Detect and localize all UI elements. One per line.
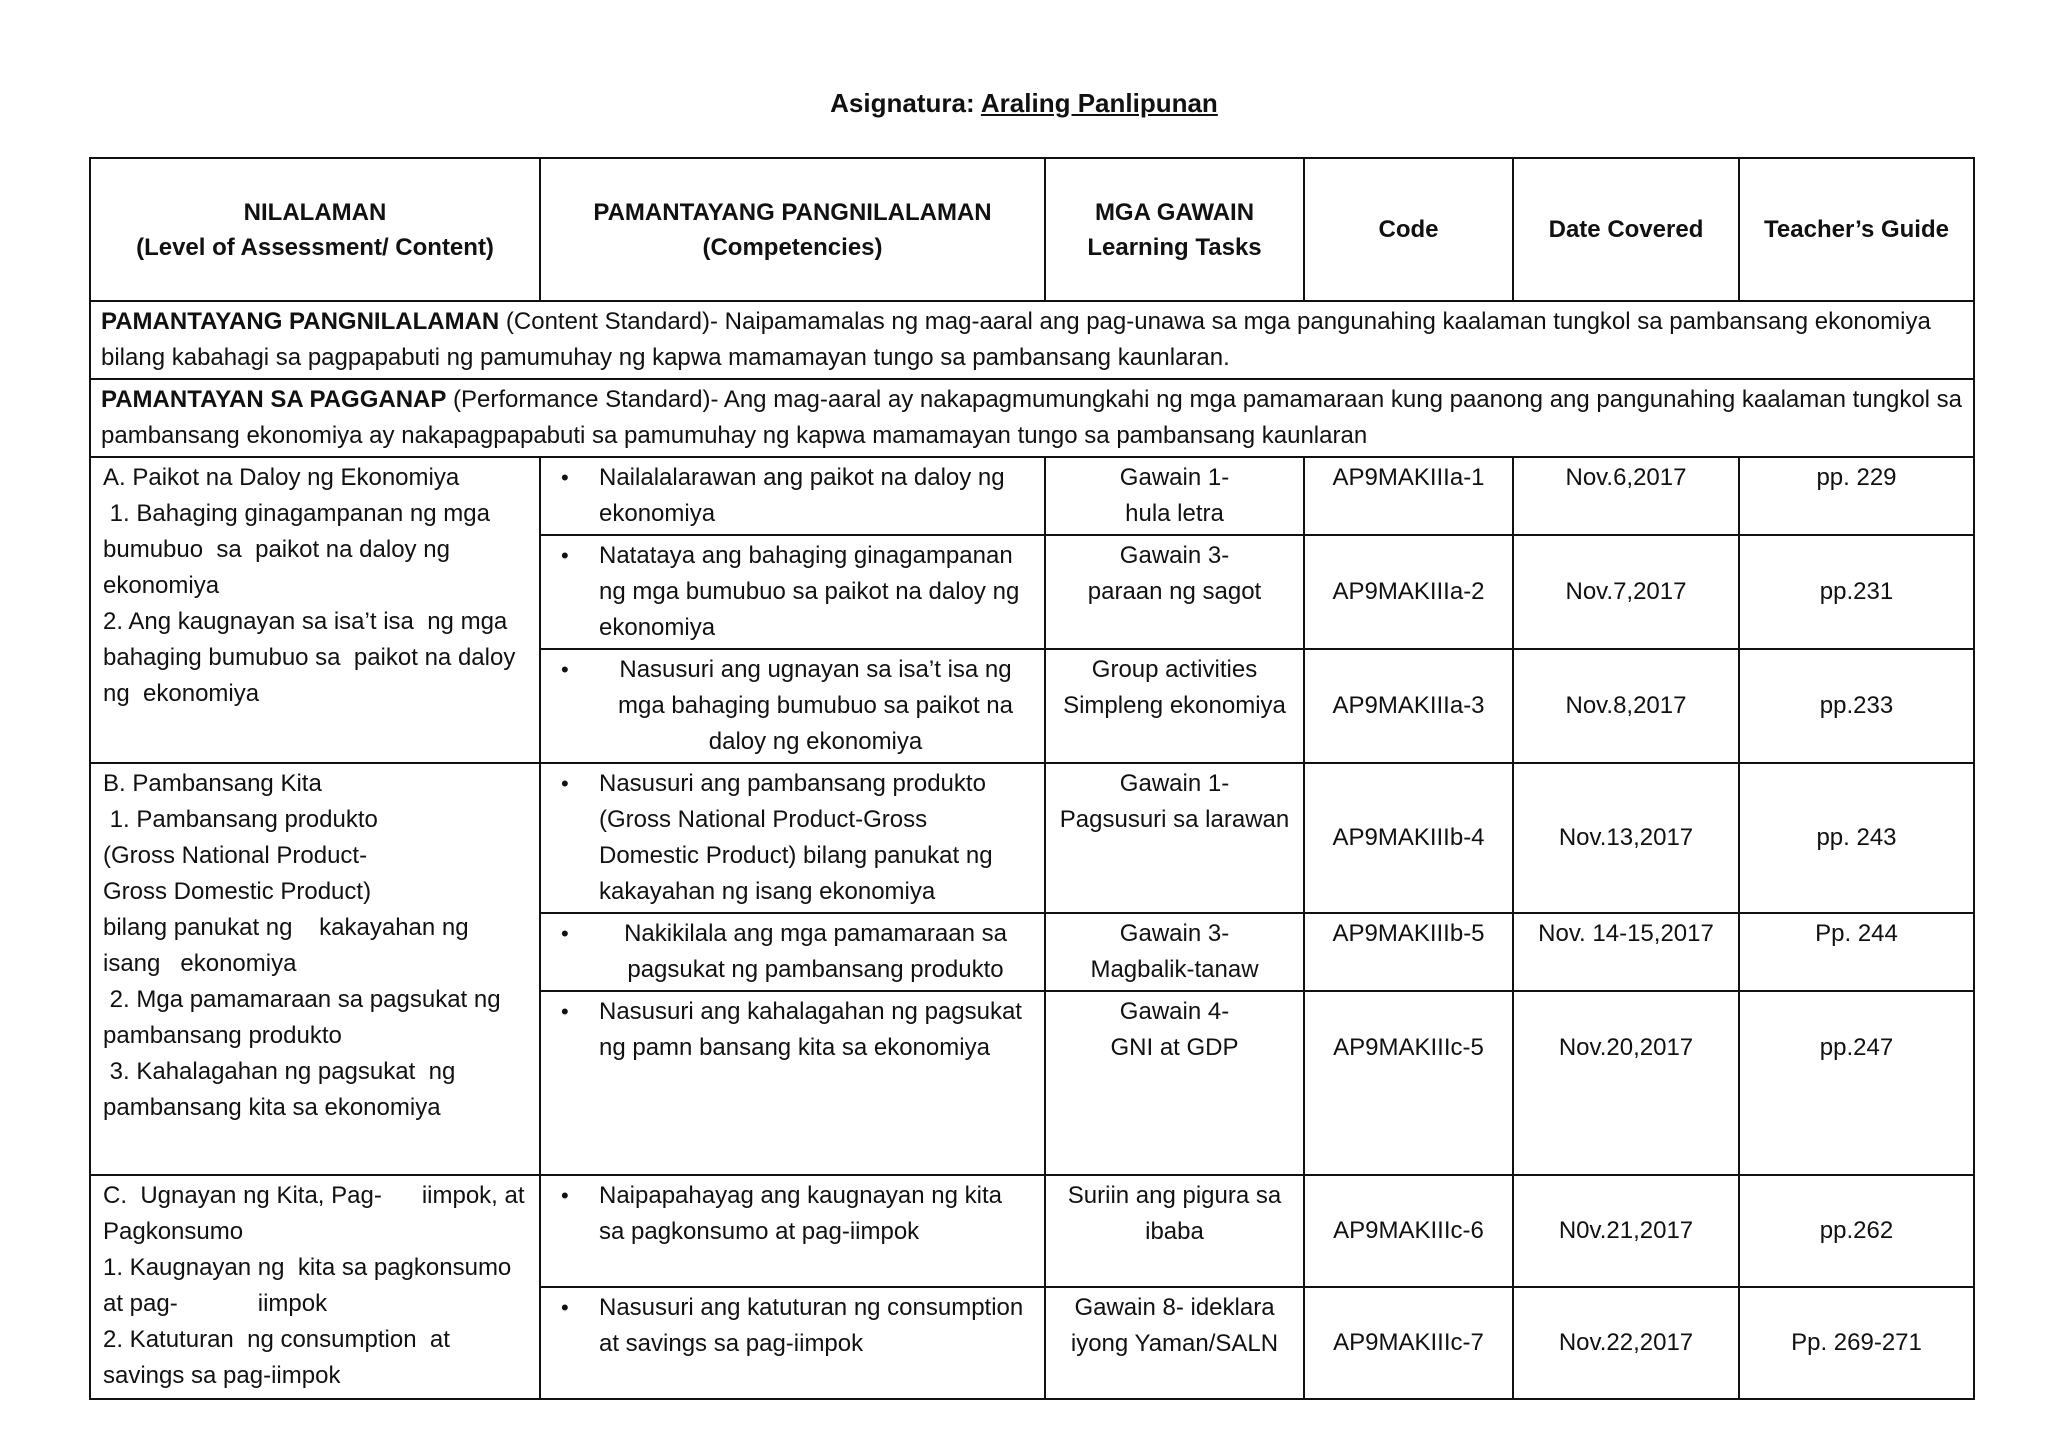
competency-cell: • Naipapahayag ang kaugnayan ng kita sa pagkonsumo at pag-iimpok xyxy=(540,1175,1045,1287)
table-row xyxy=(90,457,1974,535)
competency-cell: • Nasusuri ang kahalagahan ng pagsukat ng pamn bansang kita sa ekonomiya xyxy=(540,991,1045,1175)
code-cell: AP9MAKIIIc-5 xyxy=(1304,991,1513,1175)
competency-cell: • Natataya ang bahaging ginagampanan ng mga bumubuo sa paikot na daloy ng ekonomiya xyxy=(540,535,1045,649)
task-cell: Gawain 1- hula letra xyxy=(1045,457,1304,535)
title-separator: : xyxy=(965,88,975,118)
column-header-date-covered: Date Covered xyxy=(1513,158,1739,301)
guide-cell: pp.262 xyxy=(1739,1175,1974,1287)
task-cell: Gawain 4- GNI at GDP xyxy=(1045,991,1304,1175)
guide-cell: pp.247 xyxy=(1739,991,1974,1175)
guide-cell: pp. 243 xyxy=(1739,763,1974,913)
task-cell: Suriin ang pigura sa ibaba xyxy=(1045,1175,1304,1287)
competency-cell: • Nakikilala ang mga pamamaraan sa pagsukat ng pambansang produkto xyxy=(540,913,1045,991)
competency-cell: • Nailalalarawan ang paikot na daloy ng ekonomiya xyxy=(540,457,1045,535)
curriculum-table xyxy=(89,157,1975,1400)
code-cell: AP9MAKIIIb-4 xyxy=(1304,763,1513,913)
date-cell: Nov.22,2017 xyxy=(1513,1287,1739,1399)
guide-cell: Pp. 244 xyxy=(1739,913,1974,991)
guide-cell: Pp. 269-271 xyxy=(1739,1287,1974,1399)
code-cell: AP9MAKIIIa-3 xyxy=(1304,649,1513,763)
content-standard-row xyxy=(90,301,1974,379)
column-header-code: Code xyxy=(1304,158,1513,301)
section-a-content: A. Paikot na Daloy ng Ekonomiya 1. Bahaging ginagampanan ng mga bumubuo sa paikot na daloy ng ekonomiya 2. Ang kaugnayan sa isa’t isa ng mga bahaging bumubuo sa paikot na daloy ng ekonomiya xyxy=(90,457,540,763)
task-cell: Gawain 3- paraan ng sagot xyxy=(1045,535,1304,649)
bullet-icon: • xyxy=(561,657,569,682)
table-row xyxy=(90,763,1974,913)
bullet-icon: • xyxy=(561,999,569,1024)
code-cell: AP9MAKIIIc-7 xyxy=(1304,1287,1513,1399)
date-cell: N0v.21,2017 xyxy=(1513,1175,1739,1287)
guide-cell: pp. 229 xyxy=(1739,457,1974,535)
code-cell: AP9MAKIIIb-5 xyxy=(1304,913,1513,991)
page-title xyxy=(0,88,2048,119)
date-cell: Nov. 14-15,2017 xyxy=(1513,913,1739,991)
subject-name: Araling Panlipunan xyxy=(980,88,1218,118)
guide-cell: pp.233 xyxy=(1739,649,1974,763)
date-cell: Nov.13,2017 xyxy=(1513,763,1739,913)
bullet-icon: • xyxy=(561,465,569,490)
column-header-competencies: PAMANTAYANG PANGNILALAMAN (Competencies) xyxy=(540,158,1045,301)
task-cell: Gawain 8- ideklara iyong Yaman/SALN xyxy=(1045,1287,1304,1399)
competency-cell: • Nasusuri ang ugnayan sa isa’t isa ng mga bahaging bumubuo sa paikot na daloy ng ekonomiya xyxy=(540,649,1045,763)
code-cell: AP9MAKIIIa-2 xyxy=(1304,535,1513,649)
header-row xyxy=(90,158,1974,301)
date-cell: Nov.7,2017 xyxy=(1513,535,1739,649)
bullet-icon: • xyxy=(561,543,569,568)
competency-cell: • Nasusuri ang katuturan ng consumption at savings sa pag-iimpok xyxy=(540,1287,1045,1399)
code-cell: AP9MAKIIIa-1 xyxy=(1304,457,1513,535)
performance-standard-row xyxy=(90,379,1974,457)
bullet-icon: • xyxy=(561,1295,569,1320)
task-cell: Gawain 3- Magbalik-tanaw xyxy=(1045,913,1304,991)
bullet-icon: • xyxy=(561,921,569,946)
title-label: Asignatura xyxy=(830,88,966,118)
column-header-content: NILALAMAN (Level of Assessment/ Content) xyxy=(90,158,540,301)
competency-cell: • Nasusuri ang pambansang produkto (Gross National Product-Gross Domestic Product) bilang panukat ng kakayahan ng isang ekonomiya xyxy=(540,763,1045,913)
bullet-icon: • xyxy=(561,771,569,796)
task-cell: Group activities Simpleng ekonomiya xyxy=(1045,649,1304,763)
date-cell: Nov.8,2017 xyxy=(1513,649,1739,763)
content-standard: PAMANTAYANG PANGNILALAMAN (Content Standard)- Naipamamalas ng mag-aaral ang pag-unawa sa mga pangunahing kaalaman tungkol sa pambansang ekonomiya bilang kabahagi sa pagpapabuti ng pamumuhay ng kapwa mamamayan tungo sa pambansang kaunlaran. xyxy=(90,301,1974,379)
performance-standard: PAMANTAYAN SA PAGGANAP (Performance Standard)- Ang mag-aaral ay nakapagmumungkahi ng mga pamamaraan kung paanong ang pangunahing kaalaman tungkol sa pambansang ekonomiya ay nakapagpapabuti sa pamumuhay ng kapwa mamamayan tungo sa pambansang kaunlaran xyxy=(90,379,1974,457)
section-c-content: C. Ugnayan ng Kita, Pag- iimpok, at Pagkonsumo 1. Kaugnayan ng kita sa pagkonsumo at pag- iimpok 2. Katuturan ng consumption at savings sa pag-iimpok xyxy=(90,1175,540,1399)
date-cell: Nov.6,2017 xyxy=(1513,457,1739,535)
bullet-icon: • xyxy=(561,1183,569,1208)
guide-cell: pp.231 xyxy=(1739,535,1974,649)
task-cell: Gawain 1- Pagsusuri sa larawan xyxy=(1045,763,1304,913)
column-header-teachers-guide: Teacher’s Guide xyxy=(1739,158,1974,301)
date-cell: Nov.20,2017 xyxy=(1513,991,1739,1175)
column-header-learning-tasks: MGA GAWAIN Learning Tasks xyxy=(1045,158,1304,301)
code-cell: AP9MAKIIIc-6 xyxy=(1304,1175,1513,1287)
section-b-content: B. Pambansang Kita 1. Pambansang produkto (Gross National Product- Gross Domestic Product) bilang panukat ng kakayahan ng isang ekonomiya 2. Mga pamamaraan sa pagsukat ng pambansang produkto 3. Kahalagahan ng pagsukat ng pambansang kita sa ekonomiya xyxy=(90,763,540,1175)
table-row xyxy=(90,1175,1974,1287)
